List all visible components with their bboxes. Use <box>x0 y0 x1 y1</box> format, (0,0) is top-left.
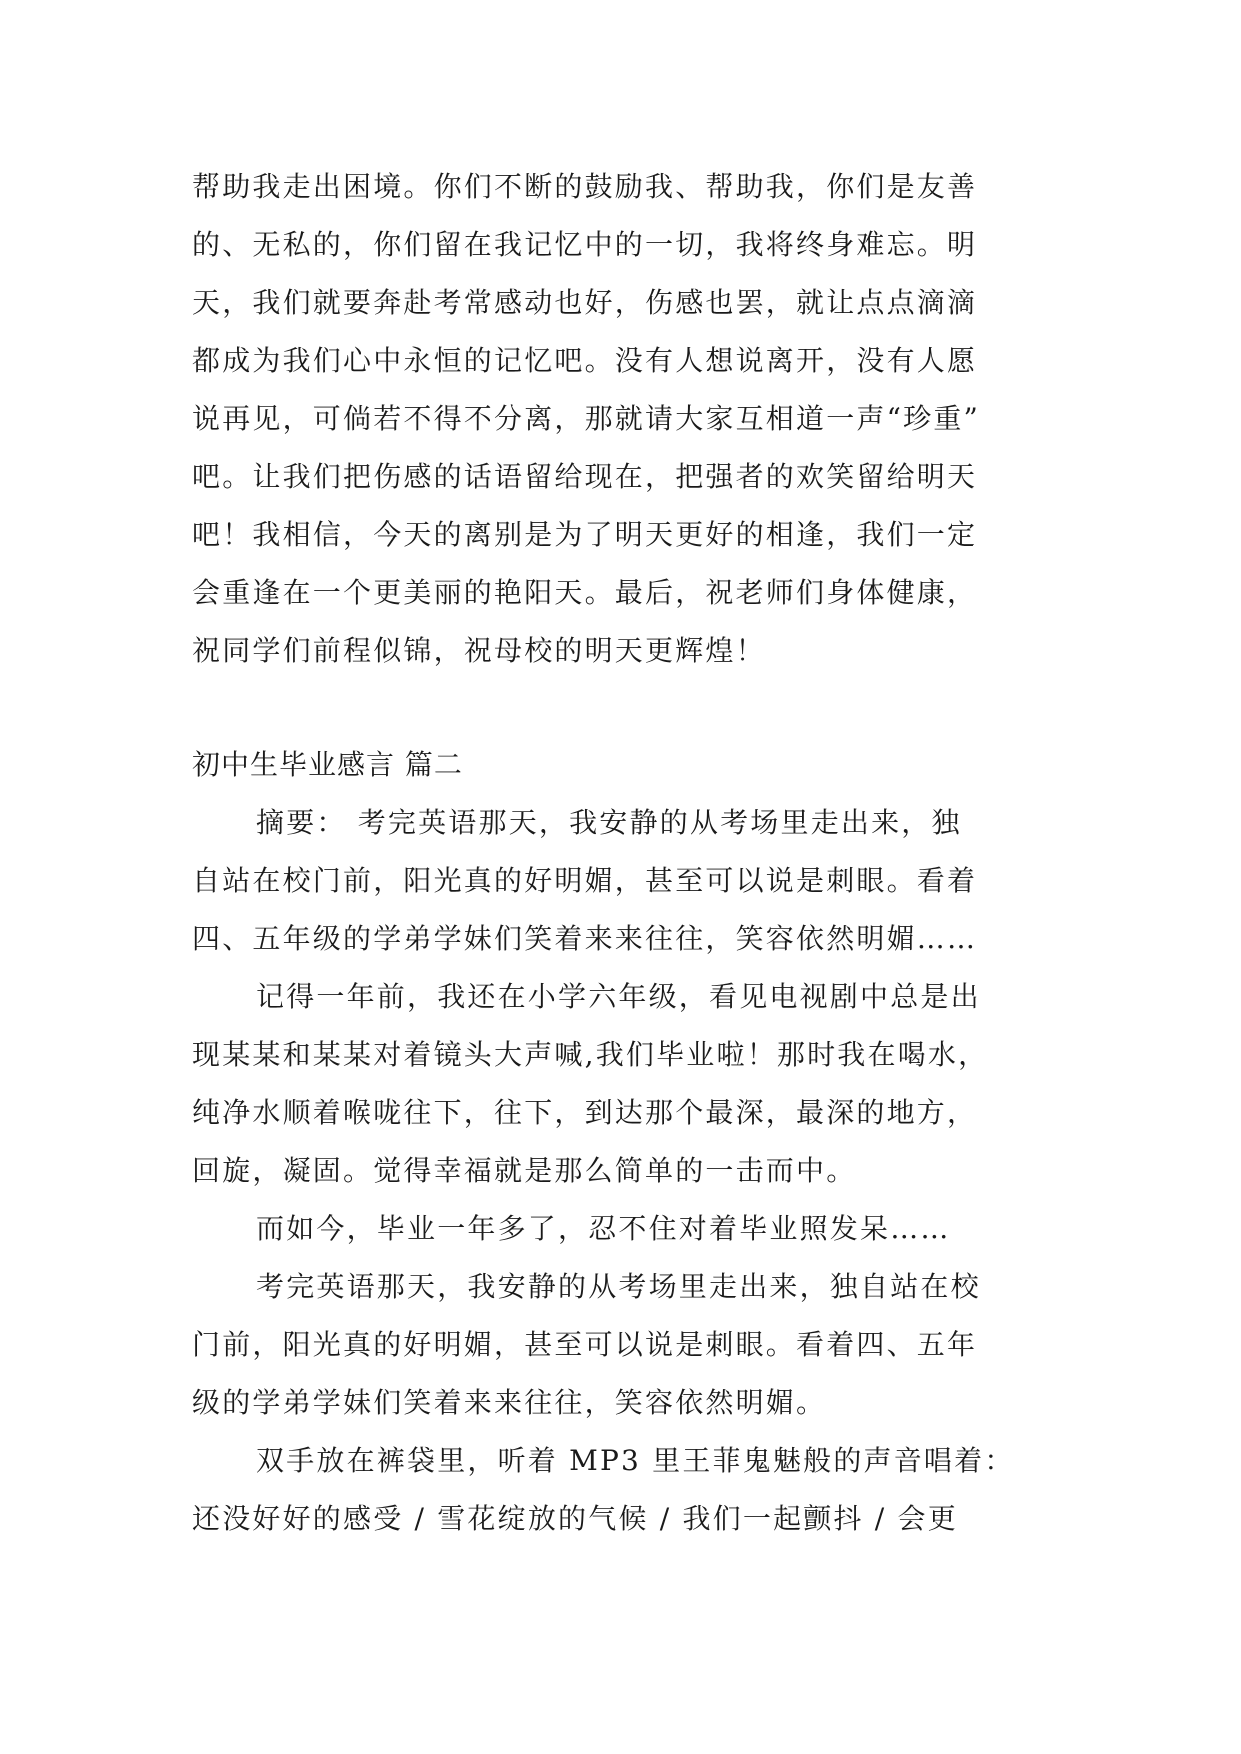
text-line: 记得一年前，我还在小学六年级，看见电视剧中总是出 <box>256 980 981 1013</box>
text-line: 而如今，毕业一年多了，忍不住对着毕业照发呆…… <box>256 1212 951 1245</box>
text-line: 纯净水顺着喉咙往下，往下，到达那个最深，最深的地方， <box>192 1096 978 1129</box>
text-line: 天，我们就要奔赴考常感动也好，伤感也罢，就让点点滴滴 <box>192 286 978 319</box>
text-line: 会重逢在一个更美丽的艳阳天。最后，祝老师们身体健康， <box>192 576 978 609</box>
text-line: 四、五年级的学弟学妹们笑着来来往往，笑容依然明媚…… <box>192 922 978 955</box>
text-line: 吧！我相信，今天的离别是为了明天更好的相逢，我们一定 <box>192 518 978 551</box>
text-line: 回旋，凝固。觉得幸福就是那么简单的一击而中。 <box>192 1154 857 1187</box>
text-line: 说再见，可倘若不得不分离，那就请大家互相道一声“珍重” <box>192 402 981 435</box>
text-line: 的、无私的，你们留在我记忆中的一切，我将终身难忘。明 <box>192 228 978 261</box>
text-line: 都成为我们心中永恒的记忆吧。没有人想说离开，没有人愿 <box>192 344 978 377</box>
text-line: 门前，阳光真的好明媚，甚至可以说是刺眼。看着四、五年 <box>192 1328 978 1361</box>
summary-line: 摘要： 考完英语那天，我安静的从考场里走出来，独 <box>256 806 962 839</box>
text-line: 现某某和某某对着镜头大声喊,我们毕业啦！那时我在喝水， <box>192 1038 989 1071</box>
text-line: 祝同学们前程似锦，祝母校的明天更辉煌！ <box>192 634 766 667</box>
paragraph-section-2 <box>192 794 1068 1548</box>
section-heading: 初中生毕业感言 篇二 <box>192 748 463 781</box>
text-line: 考完英语那天，我安静的从考场里走出来，独自站在校 <box>256 1270 981 1303</box>
text-line: 级的学弟学妹们笑着来来往往，笑容依然明媚。 <box>192 1386 827 1419</box>
text-line: 自站在校门前，阳光真的好明媚，甚至可以说是刺眼。看着 <box>192 864 978 897</box>
text-line: 帮助我走出困境。你们不断的鼓励我、帮助我，你们是友善 <box>192 170 978 203</box>
text-line: 双手放在裤袋里，听着 MP3 里王菲鬼魅般的声音唱着： <box>256 1444 1015 1477</box>
paragraph-section-1 <box>192 158 1068 680</box>
text-line: 吧。让我们把伤感的话语留给现在，把强者的欢笑留给明天 <box>192 460 978 493</box>
text-line: 还没好好的感受 / 雪花绽放的气候 / 我们一起颤抖 / 会更 <box>192 1502 958 1535</box>
